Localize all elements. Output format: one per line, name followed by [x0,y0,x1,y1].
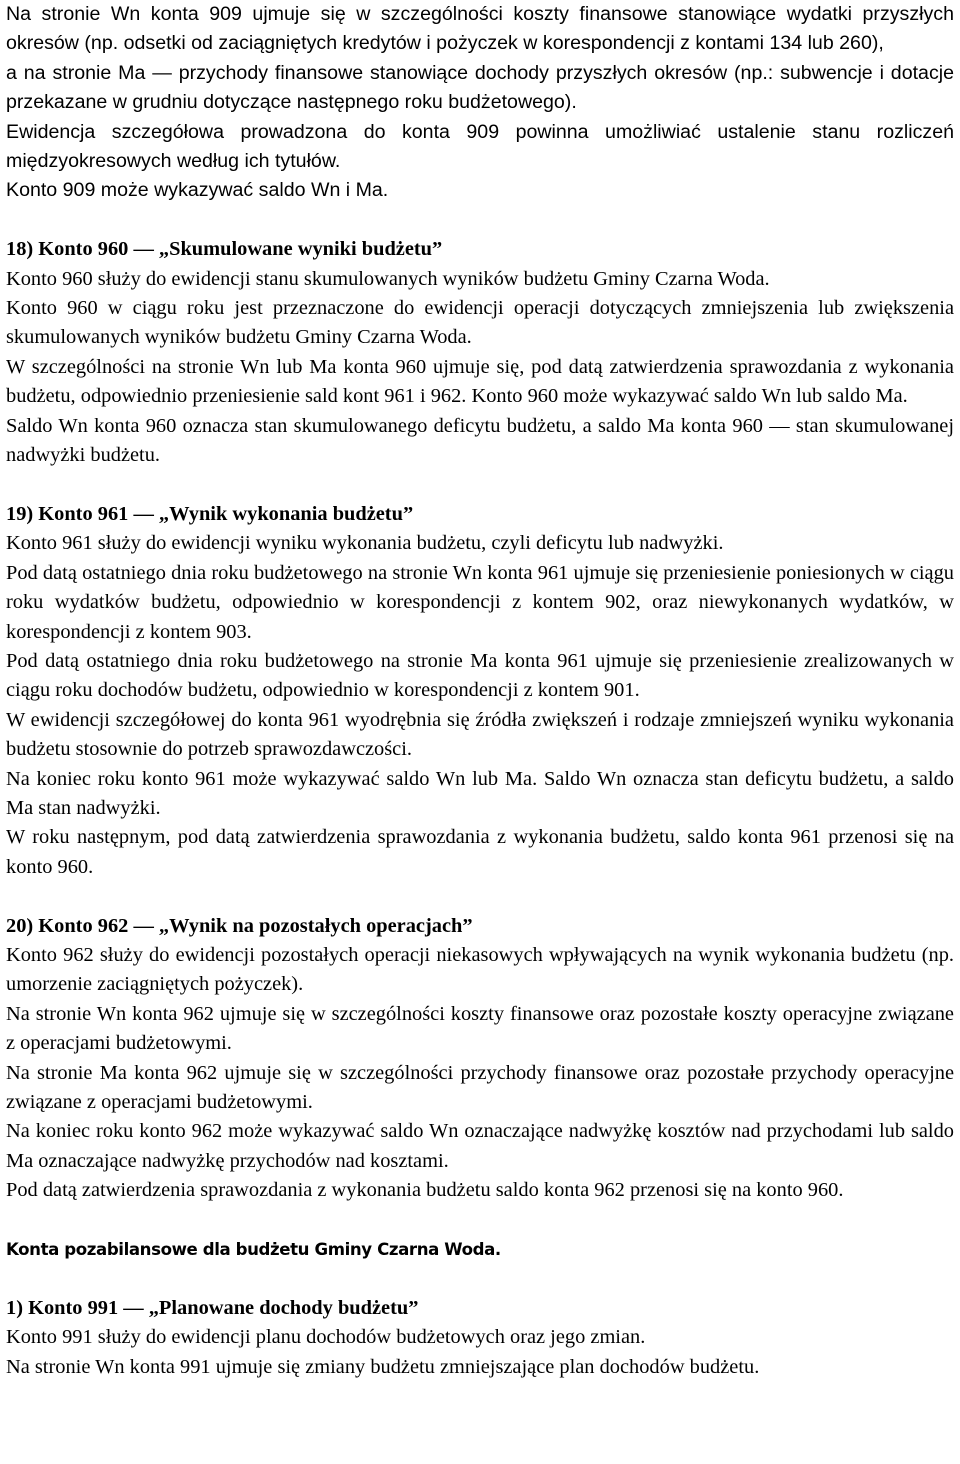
paragraph-961-5: Na koniec roku konto 961 może wykazywać saldo Wn lub Ma. Saldo Wn oznacza stan deficytu budżetu, a saldo Ma stan nadwyżki. [6,767,954,819]
paragraph-962-3: Na stronie Ma konta 962 ujmuje się w szczególności przychody finansowe oraz pozostałe przychody operacyjne związane z operacjami budżetowymi. [6,1061,954,1113]
section-heading-konto-962: 20) Konto 962 — „Wynik na pozostałych operacjach” [6,914,473,937]
paragraph-962-4: Na koniec roku konto 962 może wykazywać saldo Wn oznaczające nadwyżkę kosztów nad przychodami lub saldo Ma oznaczające nadwyżkę przychodów nad kosztami. [6,1120,954,1172]
spacer [6,206,954,235]
paragraph-909-wn: Na stronie Wn konta 909 ujmuje się w szczególności koszty finansowe stanowiące wydatki przyszłych okresów (np. odsetki od zaciągniętych kredytów i pożyczek w korespondencji z kontami 134 lub 260), [6,3,954,55]
section-heading-konto-961: 19) Konto 961 — „Wynik wykonania budżetu” [6,502,414,525]
paragraph-961-2: Pod datą ostatniego dnia roku budżetowego na stronie Wn konta 961 ujmuje się przeniesienie poniesionych w ciągu roku wydatków budżetu, odpowiednio w korespondencji z kontem 902, oraz niewykonanych wydatków, w korespondencji z kontem 903. [6,561,954,643]
paragraph-960-3: W szczególności na stronie Wn lub Ma konta 960 ujmuje się, pod datą zatwierdzenia sprawozdania z wykonania budżetu, odpowiednio przeniesienie sald kont 961 i 962. Konto 960 może wykazywać saldo Wn lub saldo Ma. [6,355,954,408]
spacer [6,1206,954,1235]
paragraph-991-2: Na stronie Wn konta 991 ujmuje się zmiany budżetu zmniejszające plan dochodów budżetu. [6,1355,760,1378]
paragraph-961-4: W ewidencji szczegółowej do konta 961 wyodrębnia się źródła zwiększeń i rodzaje zmniejszeń wyniku wykonania budżetu stosownie do potrzeb sprawozdawczości. [6,708,954,761]
section-heading-konto-991: 1) Konto 991 — „Planowane dochody budżetu” [6,1296,419,1319]
paragraph-962-2: Na stronie Wn konta 962 ujmuje się w szczególności koszty finansowe oraz pozostałe koszty operacyjne związane z operacjami budżetowymi. [6,1002,954,1055]
paragraph-961-6: W roku następnym, pod datą zatwierdzenia sprawozdania z wykonania budżetu, saldo konta 961 przenosi się na konto 960. [6,826,954,878]
paragraph-962-1: Konto 962 służy do ewidencji pozostałych operacji niekasowych wpływających na wynik wykonania budżetu (np. umorzenie zaciągniętych pożyczek). [6,943,954,996]
spacer [6,470,954,499]
paragraph-909-saldo: Konto 909 może wykazywać saldo Wn i Ma. [6,179,389,202]
paragraph-909-ewidencja: Ewidencja szczegółowa prowadzona do konta 909 powinna umożliwiać ustalenie stanu rozliczeń międzyokresowych według ich tytułów. [6,120,954,173]
paragraph-960-1: Konto 960 służy do ewidencji stanu skumulowanych wyników budżetu Gminy Czarna Woda. [6,267,770,290]
spacer [6,1264,954,1293]
section-heading-konta-pozabilansowe: Konta pozabilansowe dla budżetu Gminy Czarna Woda. [6,1240,501,1259]
paragraph-960-4: Saldo Wn konta 960 oznacza stan skumulowanego deficytu budżetu, a saldo Ma konta 960 — stan skumulowanej nadwyżki budżetu. [6,414,954,467]
paragraph-960-2: Konto 960 w ciągu roku jest przeznaczone do ewidencji operacji dotyczących zmniejszenia lub zwiększenia skumulowanych wyników budżetu Gminy Czarna Woda. [6,297,954,349]
paragraph-962-5: Pod datą zatwierdzenia sprawozdania z wykonania budżetu saldo konta 962 przenosi się na konto 960. [6,1179,844,1202]
paragraph-909-ma: a na stronie Ma — przychody finansowe stanowiące dochody przyszłych okresów (np.: subwencje i dotacje przekazane w grudniu dotyczące następnego roku budżetowego). [6,61,954,114]
paragraph-961-3: Pod datą ostatniego dnia roku budżetowego na stronie Ma konta 961 ujmuje się przeniesienie zrealizowanych w ciągu roku dochodów budżetu, odpowiednio w korespondencji z kontem 901. [6,649,954,702]
paragraph-961-1: Konto 961 służy do ewidencji wyniku wykonania budżetu, czyli deficytu lub nadwyżki. [6,532,724,555]
paragraph-991-1: Konto 991 służy do ewidencji planu dochodów budżetowych oraz jego zmian. [6,1326,646,1349]
section-heading-konto-960: 18) Konto 960 — „Skumulowane wyniki budżetu” [6,238,443,261]
spacer [6,882,954,911]
